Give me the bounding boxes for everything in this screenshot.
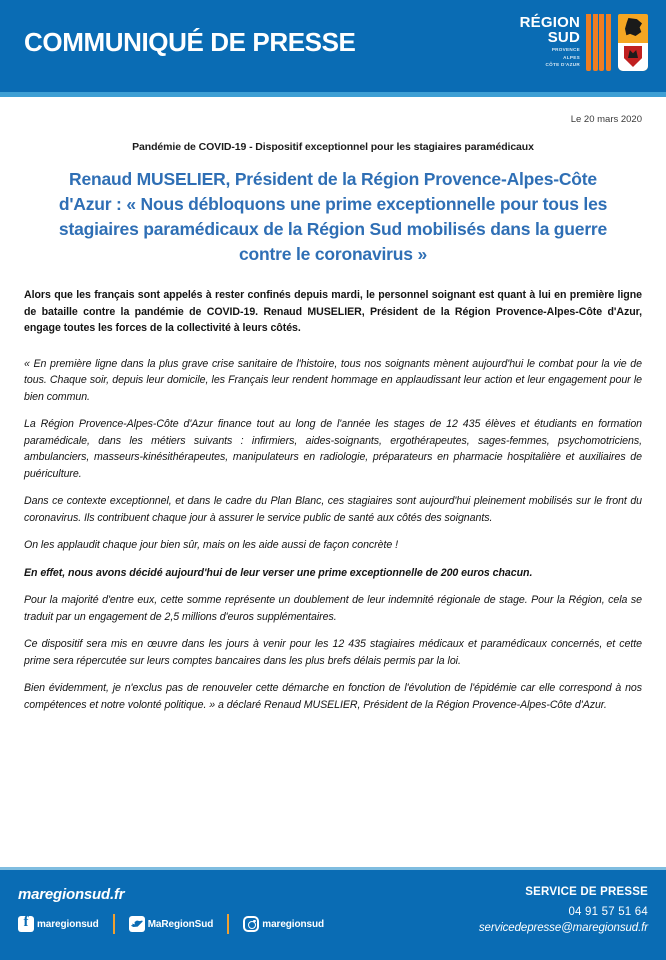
body-paragraph: Pour la majorité d'entre eux, cette somme représente un doublement de leur indemnité régionale de stage. Pour la Région, cela se traduit par un engagement de 2,5 millions d'euros supplémentaires. bbox=[24, 594, 642, 623]
document-kicker: Pandémie de COVID-19 - Dispositif exceptionnel pour les stagiaires paramédicaux bbox=[132, 141, 534, 153]
logo-line-region: RÉGION bbox=[519, 14, 580, 31]
shield-lion-icon bbox=[618, 14, 648, 41]
body-paragraph: Dans ce contexte exceptionnel, et dans le cadre du Plan Blanc, ces stagiaires sont aujourd'hui pleinement mobilisés sur le front du coronavirus. Ils contribuent chaque jour à assurer le service public de santé aux côtés des soignants. bbox=[24, 495, 642, 524]
press-service-email[interactable]: servicedepresse@maregionsud.fr bbox=[478, 922, 648, 934]
press-service-phone[interactable]: 04 91 57 51 64 bbox=[568, 906, 648, 918]
logo-wordmark bbox=[520, 14, 580, 68]
social-link-instagram[interactable] bbox=[243, 916, 324, 932]
logo-sub-cotedazur: CÔTE D'AZUR bbox=[545, 62, 580, 68]
logo-sub-alpes: ALPES bbox=[563, 54, 580, 60]
body-paragraph: « En première ligne dans la plus grave crise sanitaire de l'histoire, tous nos soignants mènent aujourd'hui le combat pour la vie de tous. Chaque soir, depuis leur domicile, les Français leur rendent hommage en applaudissant leur action et leur engagement pour le bien commun. bbox=[24, 357, 642, 403]
region-sud-logo bbox=[498, 14, 648, 80]
footer-left-block bbox=[18, 886, 324, 934]
body-paragraph: La Région Provence-Alpes-Côte d'Azur finance tout au long de l'année les stages de 12 435 élèves et étudiants en formation paramédicale, dans les métiers suivants : infirmiers, aides-soignants, ergothérapeutes, sages-femmes, psychomotriciens, ambulanciers, masseurs-kinésithérapeutes, manipulateurs en radiologie, préparateurs en pharmacie hospitalière et auxiliaires de puériculture. bbox=[24, 418, 642, 480]
body-paragraph: Alors que les français sont appelés à rester confinés depuis mardi, le personnel soignant est quant à lui en première ligne de bataille contre la pandémie de COVID-19. Renaud MUSELIER, Président de la Région Provence-Alpes-Côte d'Azur, engage toutes les forces de la collectivité à leurs côtés. bbox=[24, 289, 642, 334]
body-paragraph: On les applaudit chaque jour bien sûr, mais on les aide aussi de façon concrète ! bbox=[24, 539, 399, 551]
page-title: COMMUNIQUÉ DE PRESSE bbox=[24, 27, 356, 57]
footer-top-rule bbox=[0, 867, 666, 870]
body-paragraph: Bien évidemment, je n'exclus pas de renouveler cette démarche en fonction de l'évolution de l'épidémie car elle correspond à nos compétences et notre volonté politique. » a déclaré Renaud MUSELIER, Président de la Région Provence-Alpes-Côte d'Azur. bbox=[24, 682, 642, 711]
instagram-icon bbox=[243, 916, 259, 932]
press-service-title: SERVICE DE PRESSE bbox=[525, 886, 648, 898]
twitter-handle: MaRegionSud bbox=[147, 918, 214, 930]
page-footer bbox=[0, 867, 666, 960]
document-body bbox=[0, 97, 666, 860]
document-date: Le 20 mars 2020 bbox=[570, 114, 642, 125]
logo-stripes-icon bbox=[586, 14, 616, 71]
instagram-handle: maregionsud bbox=[262, 918, 324, 930]
facebook-icon bbox=[18, 916, 34, 932]
logo-shield-icon bbox=[618, 14, 648, 71]
body-paragraph: Ce dispositif sera mis en œuvre dans les jours à venir pour les 12 435 stagiaires médicaux et paramédicaux concernés, et cette prime sera répercutée sur leurs comptes bancaires dans les plus brefs délais permis par la loi. bbox=[24, 638, 642, 667]
social-divider bbox=[227, 914, 229, 934]
social-divider bbox=[113, 914, 115, 934]
footer-right-block bbox=[479, 886, 648, 934]
social-link-facebook[interactable] bbox=[18, 916, 99, 932]
facebook-handle: maregionsud bbox=[37, 918, 99, 930]
social-link-twitter[interactable] bbox=[129, 916, 214, 932]
social-links bbox=[18, 914, 324, 934]
shield-arms-icon bbox=[618, 43, 648, 71]
document-headline: Renaud MUSELIER, Président de la Région Provence-Alpes-Côte d'Azur : « Nous débloquons une prime exceptionnelle pour tous les stagiaires paramédicaux de la Région Sud mobilisés dans la guerre contre le coronavirus » bbox=[58, 169, 608, 264]
logo-sub-provence: PROVENCE bbox=[551, 47, 580, 52]
website-link[interactable]: maregionsud.fr bbox=[18, 886, 125, 903]
twitter-icon bbox=[129, 916, 145, 932]
page-header bbox=[0, 0, 666, 97]
body-paragraph: En effet, nous avons décidé aujourd'hui de leur verser une prime exceptionnelle de 200 euros chacun. bbox=[24, 566, 533, 579]
logo-line-sud: SUD bbox=[547, 29, 580, 46]
document-paragraphs bbox=[24, 287, 642, 713]
